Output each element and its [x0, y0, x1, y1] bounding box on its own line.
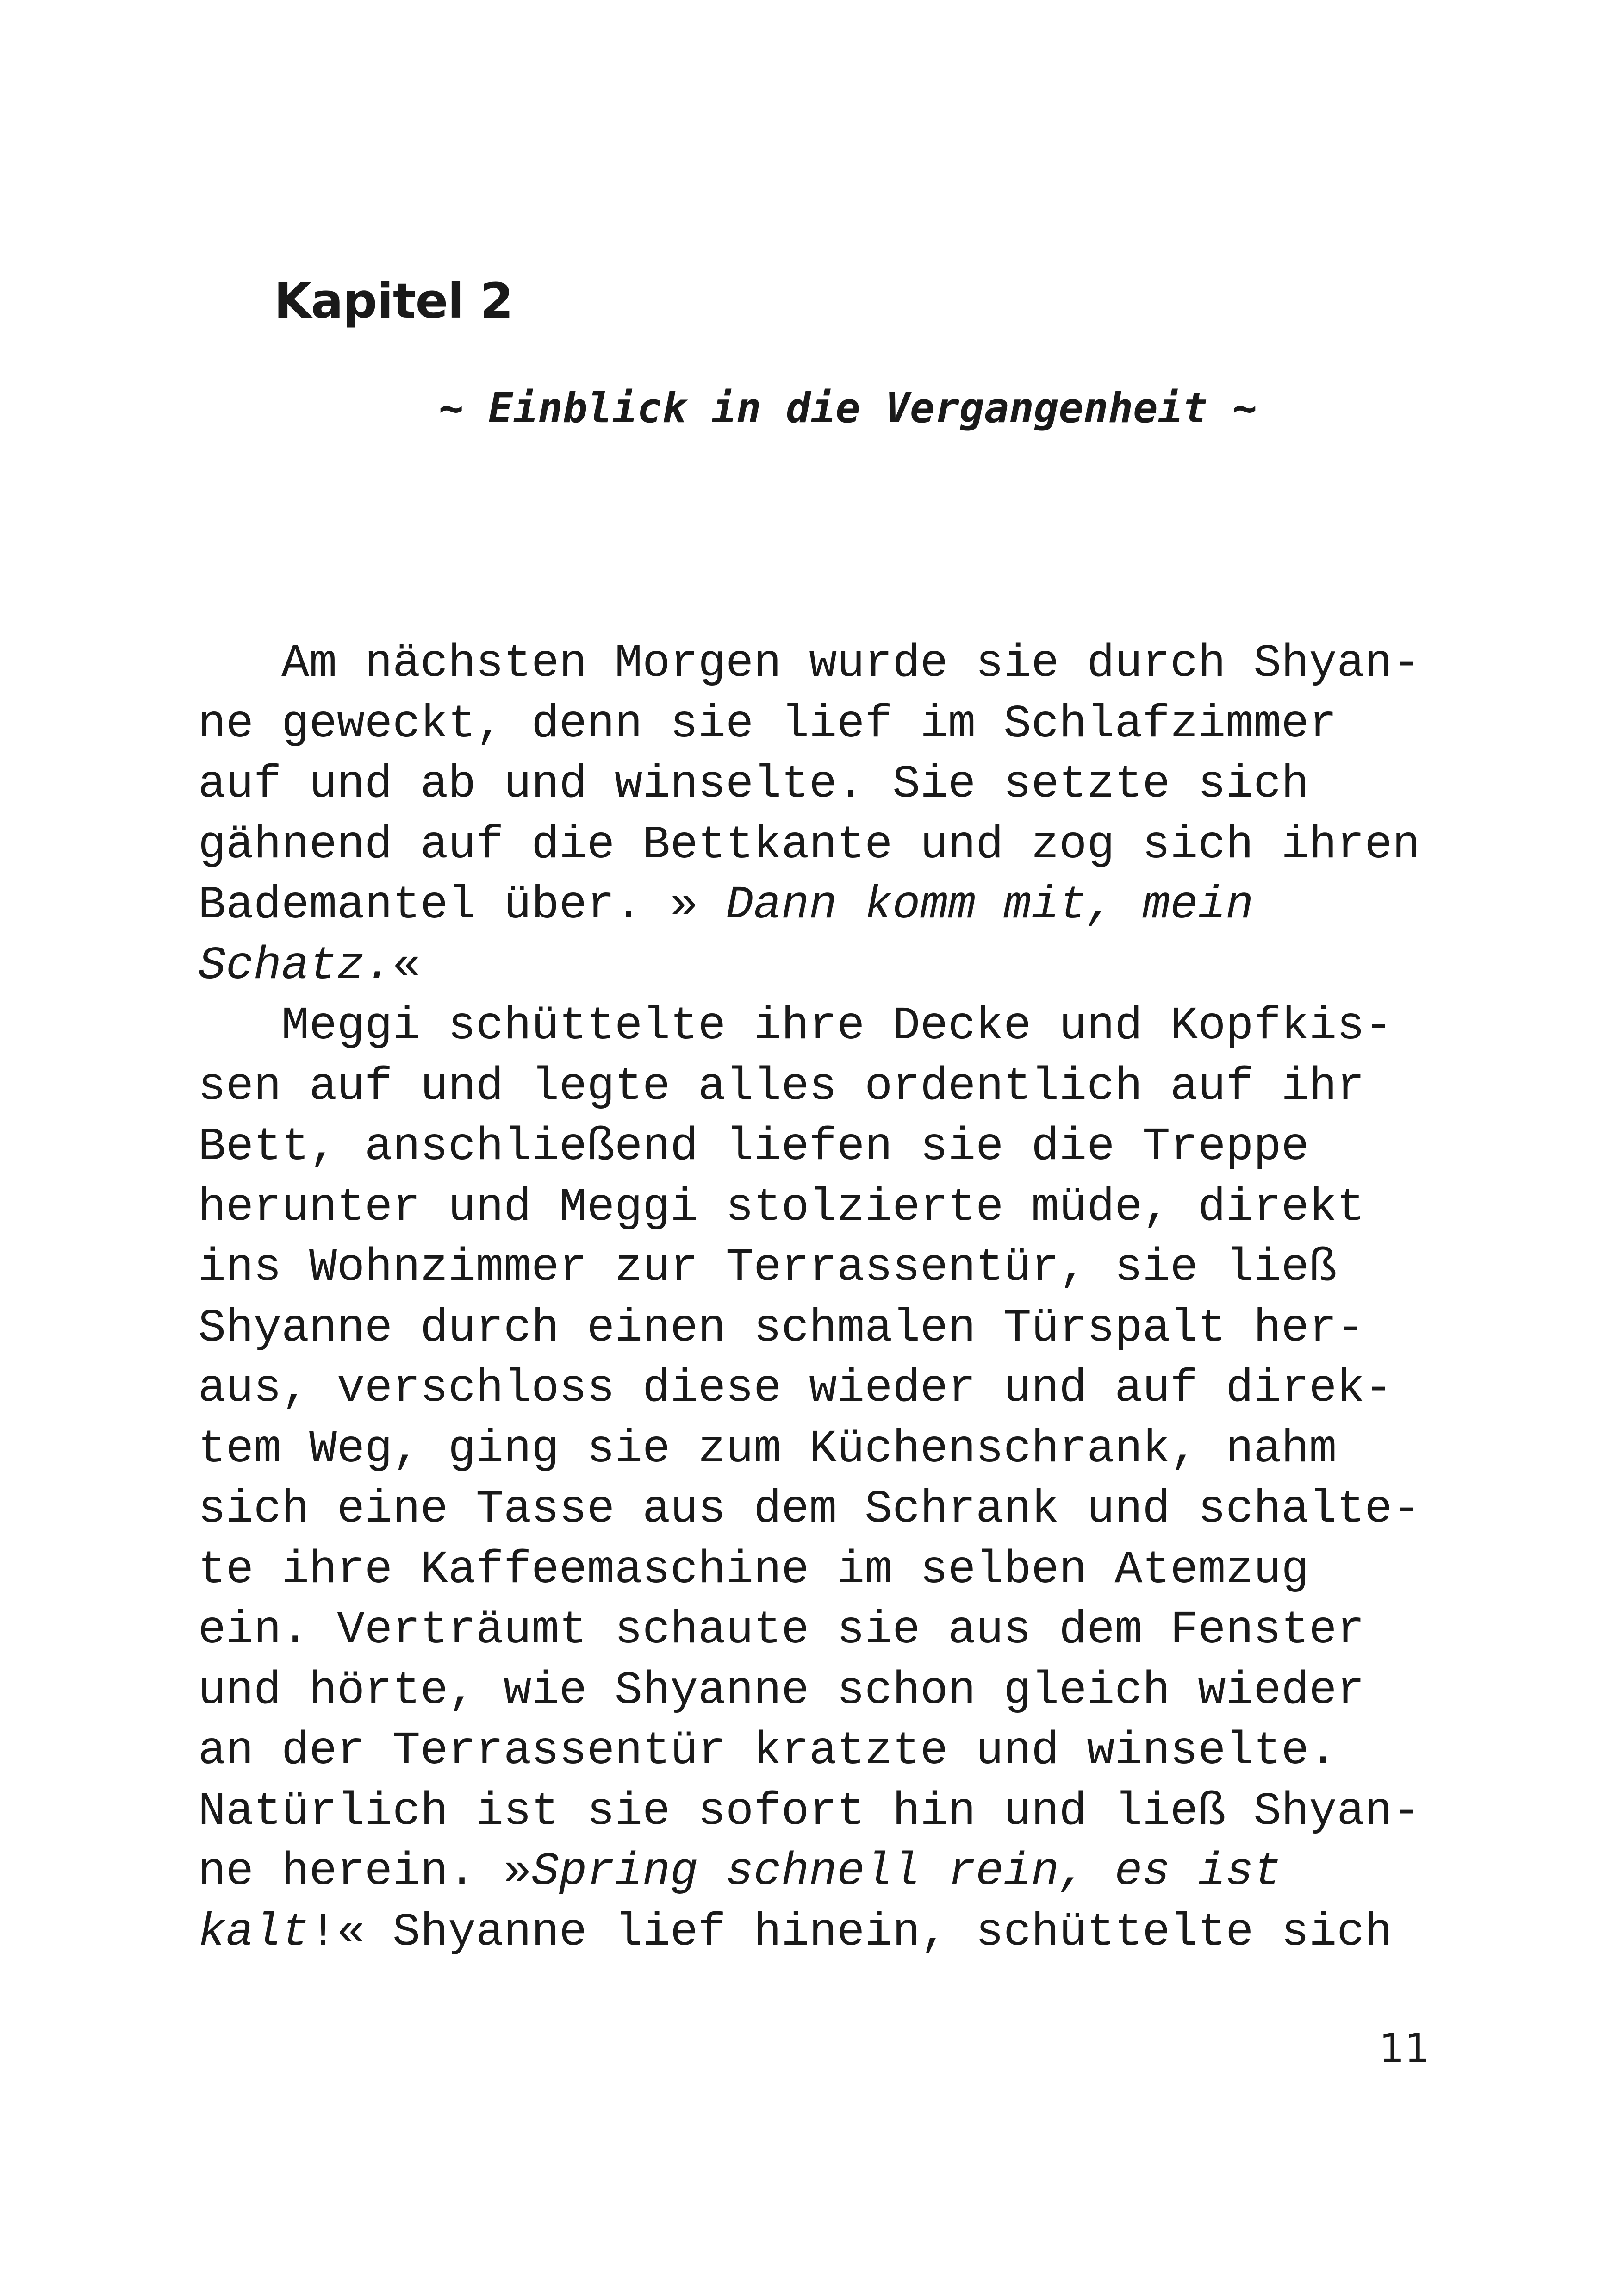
text-line	[198, 1359, 1438, 1420]
text-segment: sich eine Tasse aus dem Schrank und schalte-	[198, 1484, 1420, 1536]
text-segment: Bademantel über. »	[198, 880, 726, 932]
text-segment: !« Shyanne lief hinein, schüttelte sich	[309, 1906, 1393, 1959]
italic-text-segment: Schatz.	[198, 940, 393, 992]
body-text	[198, 634, 1438, 1963]
text-line	[198, 755, 1438, 816]
text-segment: herunter und Meggi stolzierte müde, direkt	[198, 1181, 1365, 1234]
text-segment: ne herein. »	[198, 1846, 532, 1898]
text-segment: «	[392, 940, 421, 992]
text-segment: ne geweckt, denn sie lief im Schlafzimmer	[198, 698, 1337, 751]
italic-text-segment: kalt	[198, 1906, 310, 1959]
text-segment: an der Terrassentür kratzte und winselte.	[198, 1725, 1337, 1778]
chapter-title: Kapitel 2	[274, 273, 513, 329]
italic-text-segment: Dann komm mit, mein	[726, 880, 1254, 932]
text-segment: Meggi schüttelte ihre Decke und Kopfkis-	[198, 1000, 1393, 1053]
text-line	[198, 816, 1438, 876]
text-line	[198, 1238, 1438, 1299]
text-segment: auf und ab und winselte. Sie setzte sich	[198, 759, 1309, 811]
text-segment: Shyanne durch einen schmalen Türspalt her-	[198, 1302, 1365, 1355]
text-segment: tem Weg, ging sie zum Küchenschrank, nahm	[198, 1423, 1337, 1476]
text-segment: und hörte, wie Shyanne schon gleich wieder	[198, 1665, 1365, 1717]
text-line	[198, 1299, 1438, 1360]
text-segment: sen auf und legte alles ordentlich auf ihr	[198, 1061, 1365, 1113]
chapter-subtitle-row	[0, 382, 1618, 433]
text-line	[198, 634, 1438, 695]
text-line	[198, 997, 1438, 1057]
text-line	[198, 876, 1438, 936]
text-line	[198, 1420, 1438, 1480]
text-line	[198, 1541, 1438, 1601]
text-line	[198, 1601, 1438, 1661]
text-line	[198, 1903, 1438, 1964]
text-segment: ins Wohnzimmer zur Terrassentür, sie ließ	[198, 1242, 1337, 1294]
text-line	[198, 1842, 1438, 1903]
text-segment: Bett, anschließend liefen sie die Treppe	[198, 1121, 1309, 1173]
text-segment: Am nächsten Morgen wurde sie durch Shyan-	[198, 638, 1420, 690]
page-number: 11	[1379, 2025, 1430, 2071]
chapter-subtitle: ~ Einblick in die Vergangenheit ~	[438, 384, 1257, 432]
text-line	[198, 936, 1438, 997]
text-line	[198, 1057, 1438, 1118]
text-line	[198, 695, 1438, 755]
text-line	[198, 1178, 1438, 1239]
text-line	[198, 1480, 1438, 1541]
text-line	[198, 1661, 1438, 1722]
text-segment: ein. Verträumt schaute sie aus dem Fenster	[198, 1604, 1365, 1657]
text-line	[198, 1117, 1438, 1178]
text-line	[198, 1722, 1438, 1782]
text-segment: gähnend auf die Bettkante und zog sich ihren	[198, 819, 1420, 872]
text-segment: aus, verschloss diese wieder und auf direk-	[198, 1363, 1393, 1415]
italic-text-segment: Spring schnell rein, es ist	[531, 1846, 1282, 1898]
text-segment: te ihre Kaffeemaschine im selben Atemzug	[198, 1544, 1309, 1597]
text-line	[198, 1782, 1438, 1843]
text-segment: Natürlich ist sie sofort hin und ließ Shyan-	[198, 1785, 1420, 1838]
